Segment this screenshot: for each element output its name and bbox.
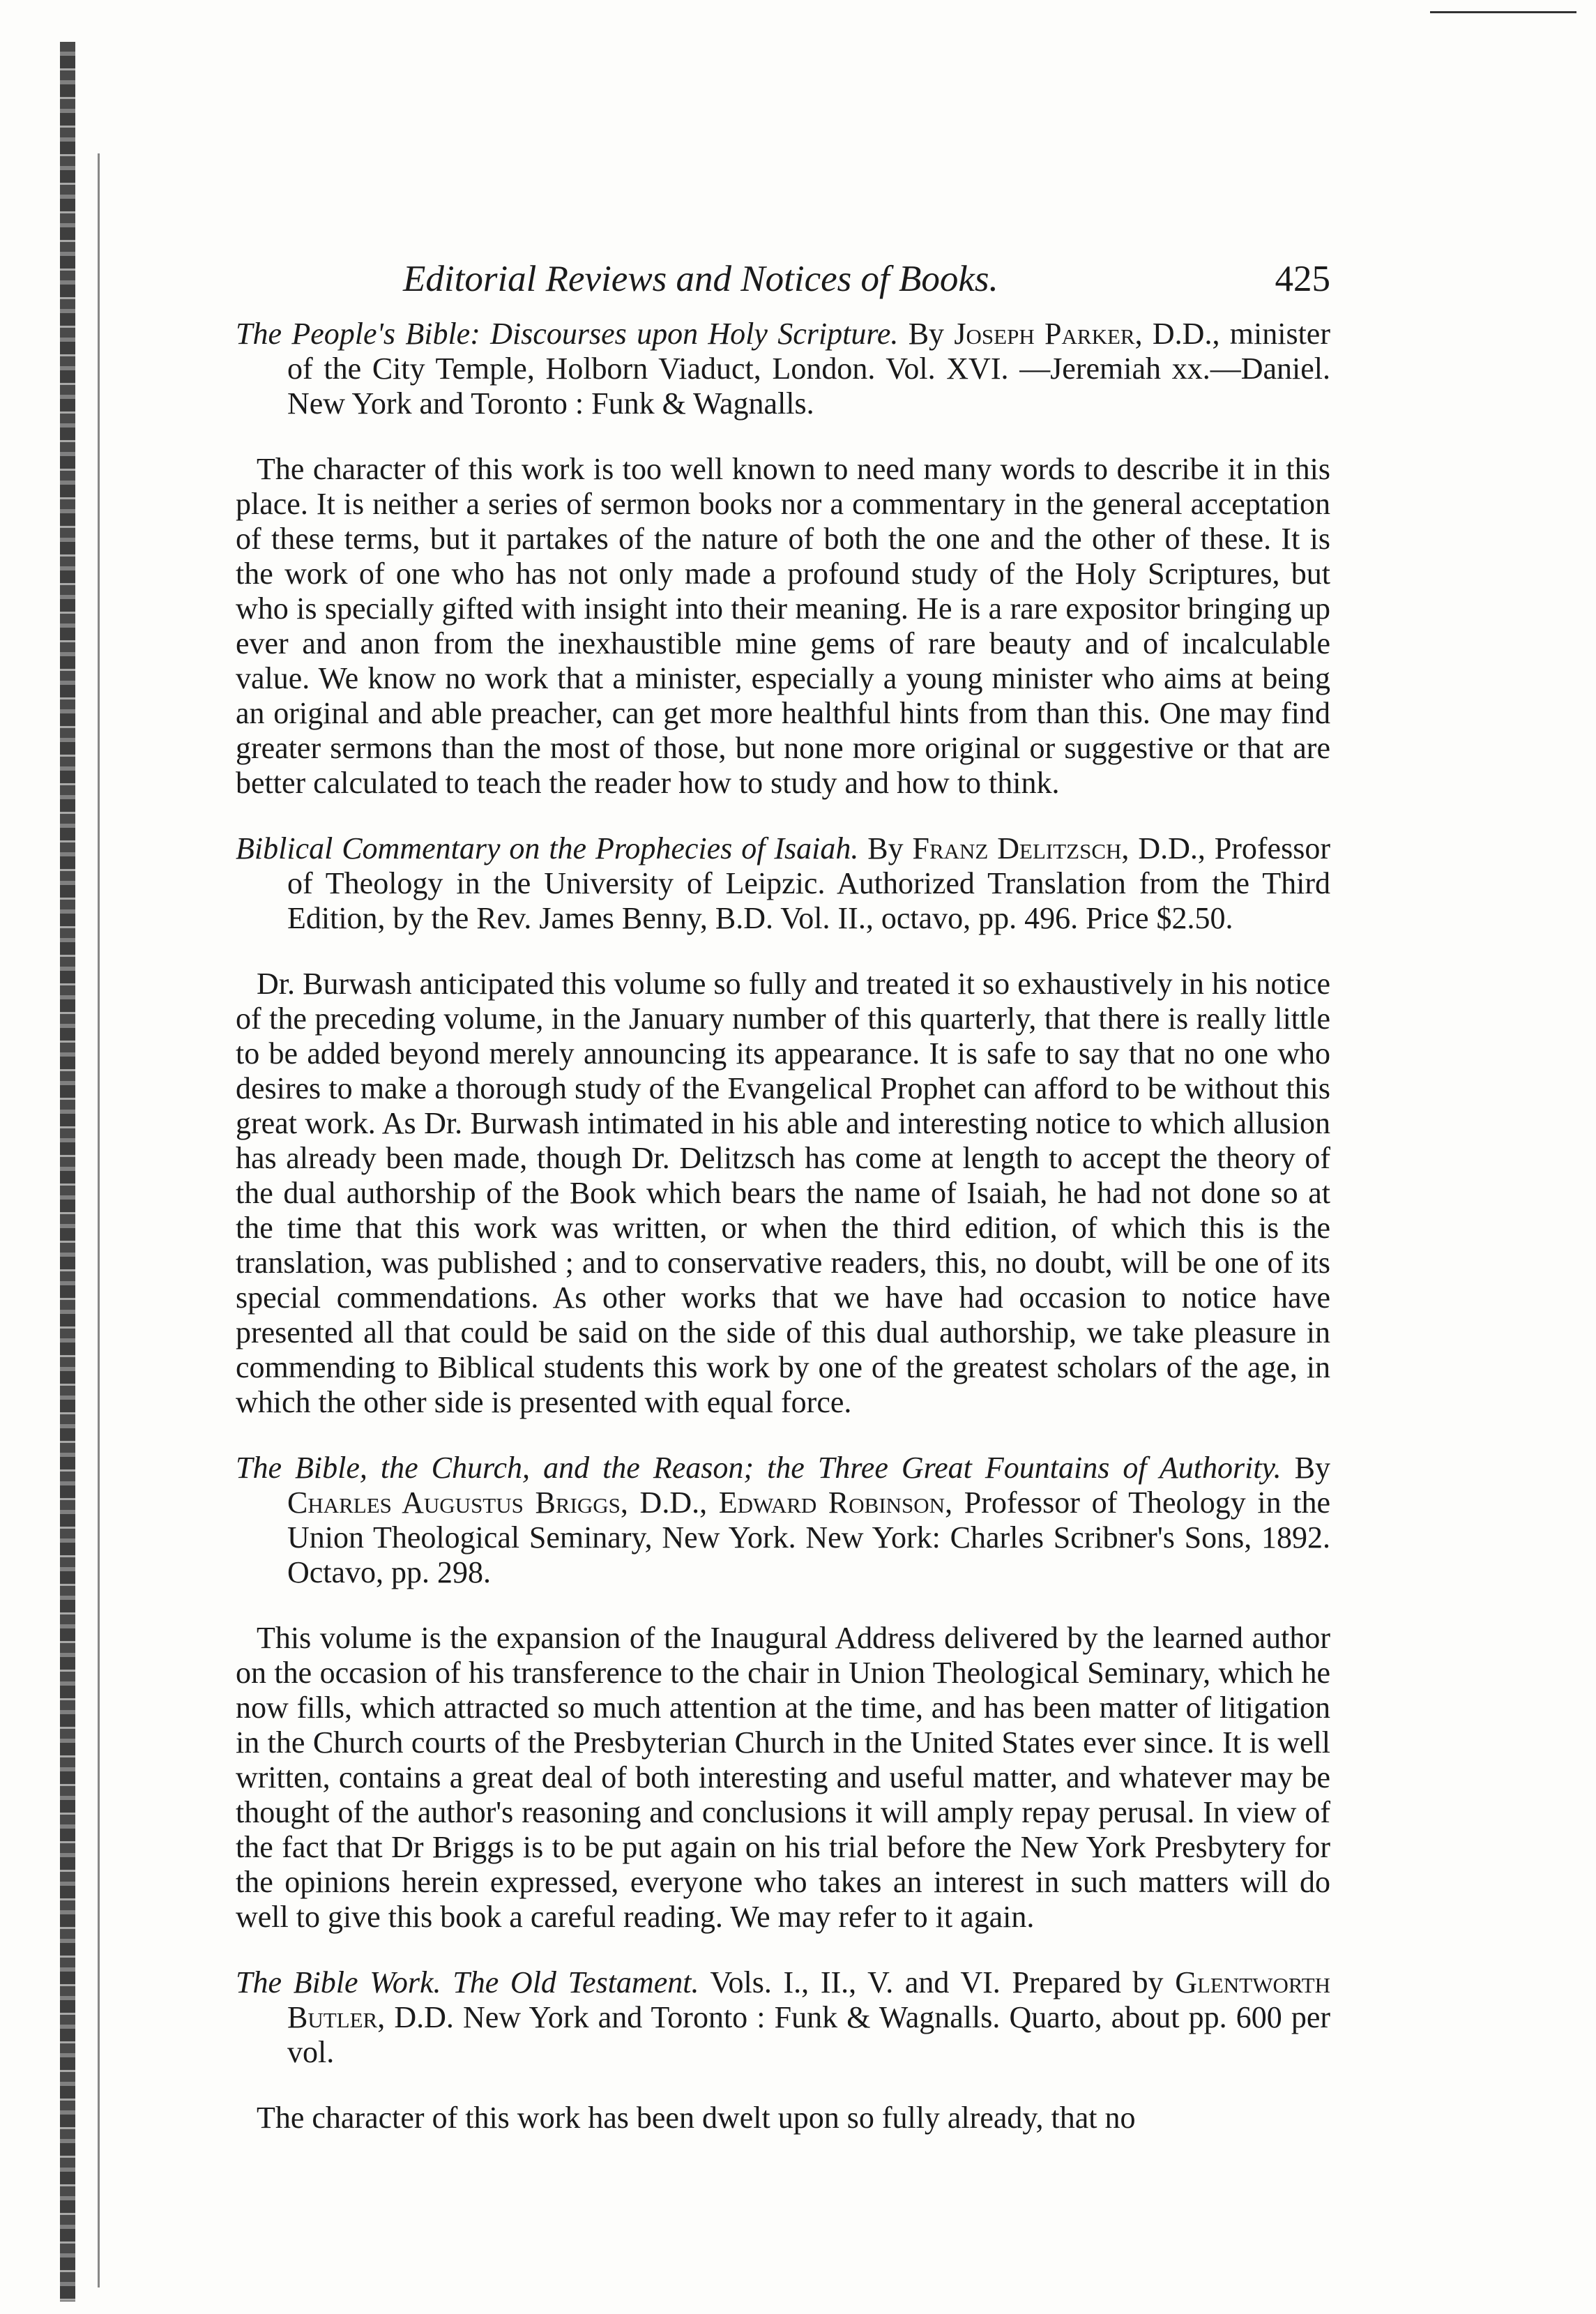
- binding-line: [98, 153, 100, 2287]
- binding-edge: [60, 42, 75, 2301]
- book-entry: [236, 317, 1330, 801]
- by-label: By: [1294, 1451, 1331, 1485]
- book-details: New York and Toronto : Funk & Wagnalls. Quarto, about pp. 600 per vol.: [287, 2000, 1330, 2069]
- corner-rule: [1430, 11, 1576, 13]
- entry-heading: [236, 1451, 1330, 1590]
- entry-heading: [236, 1965, 1330, 2070]
- review-text: This volume is the expansion of the Inaugural Address delivered by the learned author on the occasion of his transference to the chair in Union Theological Seminary, which he now fills, which attracted so much attention at the time, and has been matter of litigation in the Church courts of the Presbyterian Church in the United States ever since. It is well written, contains a great deal of both interesting and useful matter, and whatever may be thought of the author's reasoning and conclusions it will amply repay perusal. In view of the fact that Dr Briggs is to be put again on his trial before the New York Presbytery for the opinions herein expressed, everyone who takes an interest in such matters will do well to give this book a careful reading. We may refer to it again.: [236, 1621, 1330, 1934]
- book-entry: [236, 1965, 1330, 2135]
- book-details: D.D., minister of the City Temple, Holborn Viaduct, London. Vol. XVI. —Jeremiah xx.—Daniel. New York and Toronto : Funk & Wagnalls.: [287, 317, 1330, 421]
- book-entry: [236, 831, 1330, 1420]
- book-title: Biblical Commentary on the Prophecies of Isaiah.: [236, 831, 859, 865]
- review-text: The character of this work has been dwelt upon so fully already, that no: [257, 2101, 1136, 2135]
- by-label: Vols. I., II., V. and VI. Prepared by: [710, 1965, 1164, 1999]
- page-number: 425: [1275, 259, 1330, 299]
- book-title: The Bible, the Church, and the Reason; the Three Great Fountains of Authority.: [236, 1451, 1282, 1485]
- page: [236, 251, 1330, 2166]
- review-text: Dr. Burwash anticipated this volume so fully and treated it so exhaustively in his notice of the preceding volume, in the January number of this quarterly, that there is really little to be added beyond merely announcing its appearance. It is safe to say that no one who desires to make a thorough study of the Evangelical Prophet can afford to be without this great work. As Dr. Burwash intimated in his able and interesting notice to which allusion has already been made, though Dr. Delitzsch has come at length to accept the theory of the dual authorship of the Book which bears the name of Isaiah, he had not done so at the time that this work was written, or when the third edition, of which this is the translation, was published ; and to conservative readers, this, no doubt, will be one of its special commendations. As other works that we have had occasion to notice have presented all that could be said on the side of this dual authorship, we take pleasure in commending to Biblical students this work by one of the greatest scholars of the age, in which the other side is presented with equal force.: [236, 967, 1330, 1419]
- entry-heading: [236, 317, 1330, 421]
- book-author: Glentworth Butler, D.D.: [287, 1965, 1330, 2034]
- book-author: Joseph Parker,: [954, 317, 1143, 351]
- book-title: The Bible Work. The Old Testament.: [236, 1965, 699, 1999]
- running-title: Editorial Reviews and Notices of Books.: [403, 259, 998, 299]
- book-author: Charles Augustus Briggs, D.D., Edward Robinson,: [287, 1485, 953, 1520]
- by-label: By: [867, 831, 904, 865]
- book-title: The People's Bible: Discourses upon Holy Scripture.: [236, 317, 899, 351]
- book-details: D.D., Professor of Theology in the University of Leipzic. Authorized Translation from the Third Edition, by the Rev. James Benny, B.D. Vol. II., octavo, pp. 496. Price $2.50.: [287, 831, 1330, 935]
- book-author: Franz Delitzsch,: [912, 831, 1130, 865]
- entry-heading: [236, 831, 1330, 936]
- by-label: By: [908, 317, 945, 351]
- running-head: [236, 251, 1330, 307]
- book-details: Professor of Theology in the Union Theological Seminary, New York. New York: Charles Scribner's Sons, 1892. Octavo, pp. 298.: [287, 1485, 1331, 1589]
- book-entry: [236, 1451, 1330, 1935]
- review-text: The character of this work is too well known to need many words to describe it in this place. It is neither a series of sermon books nor a commentary in the general acceptation of these terms, but it partakes of the nature of both the one and the other of these. It is the work of one who has not only made a profound study of the Holy Scriptures, but who is specially gifted with insight into their meaning. He is a rare expositor bringing up ever and anon from the inexhaustible mine gems of rare beauty and of incalculable value. We know no work that a minister, especially a young minister who aims at being an original and able preacher, can get more healthful hints from than this. One may find greater sermons than the most of those, but none more original or suggestive or that are better calculated to teach the reader how to study and how to think.: [236, 452, 1330, 800]
